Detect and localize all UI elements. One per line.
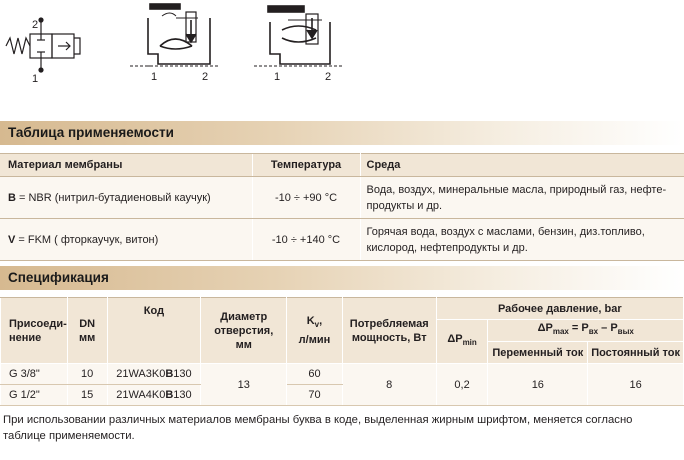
medium-line-2: продукты и др. bbox=[366, 199, 443, 212]
header-code: Код bbox=[107, 298, 201, 364]
header-dp-max: $\Delta P_{max} = P_{вх} - P_{вых}$ bbox=[488, 320, 684, 342]
power-cell: 8 bbox=[342, 364, 436, 406]
header-pressure: Рабочее давление, bar bbox=[436, 298, 683, 320]
header-medium: Среда bbox=[360, 154, 684, 177]
dn-cell: 10 bbox=[67, 364, 107, 385]
header-dn: DN мм bbox=[67, 298, 107, 364]
material-code: B bbox=[8, 191, 16, 204]
header-temperature: Температура bbox=[252, 154, 360, 177]
header-dc: Постоянный ток bbox=[588, 342, 684, 364]
medium-line-1: Горячая вода, воздух с маслами, бензин, диз.топливо, bbox=[366, 225, 645, 238]
material-code: V bbox=[8, 233, 16, 246]
table-row bbox=[0, 177, 684, 219]
header-power: Потребляемая мощность, Вт bbox=[342, 298, 436, 364]
applicability-title: Таблица применяемости bbox=[8, 125, 174, 140]
temperature-cell: -10 ÷ +140 °C bbox=[252, 219, 360, 261]
kv-cell: 70 bbox=[287, 385, 343, 406]
connection-cell: G 3/8" bbox=[1, 364, 68, 385]
specification-title: Спецификация bbox=[8, 270, 109, 285]
dn-cell: 15 bbox=[67, 385, 107, 406]
valve-b-port-2: 2 bbox=[325, 71, 332, 83]
header-connection: Присоеди- нение bbox=[1, 298, 68, 364]
valve-diagram-a bbox=[130, 4, 218, 66]
specification-section-header bbox=[0, 266, 684, 290]
valve-b-port-1: 1 bbox=[274, 71, 281, 83]
specification-table bbox=[0, 297, 684, 406]
valve-diagrams bbox=[0, 0, 684, 90]
ac-pressure-cell: 16 bbox=[488, 364, 588, 406]
footnote: При использовании различных материалов мембраны буква в коде, выделенная жирным шрифтом, меняется согласно таблице применяемости. bbox=[3, 414, 633, 442]
kv-cell: 60 bbox=[287, 364, 343, 385]
table-row bbox=[0, 219, 684, 261]
valve-diagram-b bbox=[254, 6, 342, 66]
code-cell: 21WA4K0B130 bbox=[107, 385, 201, 406]
dp-min-cell: 0,2 bbox=[436, 364, 488, 406]
symbol-port-1: 1 bbox=[32, 73, 39, 85]
header-diameter: Диаметр отверстия, мм bbox=[201, 298, 287, 364]
applicability-table bbox=[0, 153, 684, 261]
spec-header-row-1 bbox=[1, 298, 684, 320]
applicability-section-header bbox=[0, 121, 684, 145]
temperature-cell: -10 ÷ +90 °C bbox=[252, 177, 360, 219]
material-name: = NBR (нитрил-бутадиеновый каучук) bbox=[15, 191, 211, 204]
valve-a-port-1: 1 bbox=[151, 71, 158, 83]
applicability-header-row bbox=[0, 154, 684, 177]
code-cell: 21WA3K0B130 bbox=[107, 364, 201, 385]
header-ac: Переменный ток bbox=[488, 342, 588, 364]
dc-pressure-cell: 16 bbox=[588, 364, 684, 406]
material-cell bbox=[0, 177, 252, 219]
medium-line-1: Вода, воздух, минеральные масла, природный газ, нефте- bbox=[366, 183, 667, 196]
spring-icon bbox=[6, 38, 30, 54]
material-cell bbox=[0, 219, 252, 261]
valve-symbol bbox=[6, 18, 80, 72]
diameter-cell: 13 bbox=[201, 364, 287, 406]
symbol-port-2: 2 bbox=[32, 19, 39, 31]
material-name: = FKM ( фторкаучук, витон) bbox=[15, 233, 159, 246]
header-dp-min: $\Delta P_{min}$ bbox=[436, 320, 488, 364]
medium-cell bbox=[360, 219, 684, 261]
header-material: Материал мембраны bbox=[0, 154, 252, 177]
header-kv: $K_v$, л/мин bbox=[287, 298, 343, 364]
medium-line-2: кислород, нефтепродукты и др. bbox=[366, 241, 528, 254]
table-row bbox=[1, 364, 684, 385]
connection-cell: G 1/2" bbox=[1, 385, 68, 406]
medium-cell bbox=[360, 177, 684, 219]
valve-a-port-2: 2 bbox=[202, 71, 209, 83]
